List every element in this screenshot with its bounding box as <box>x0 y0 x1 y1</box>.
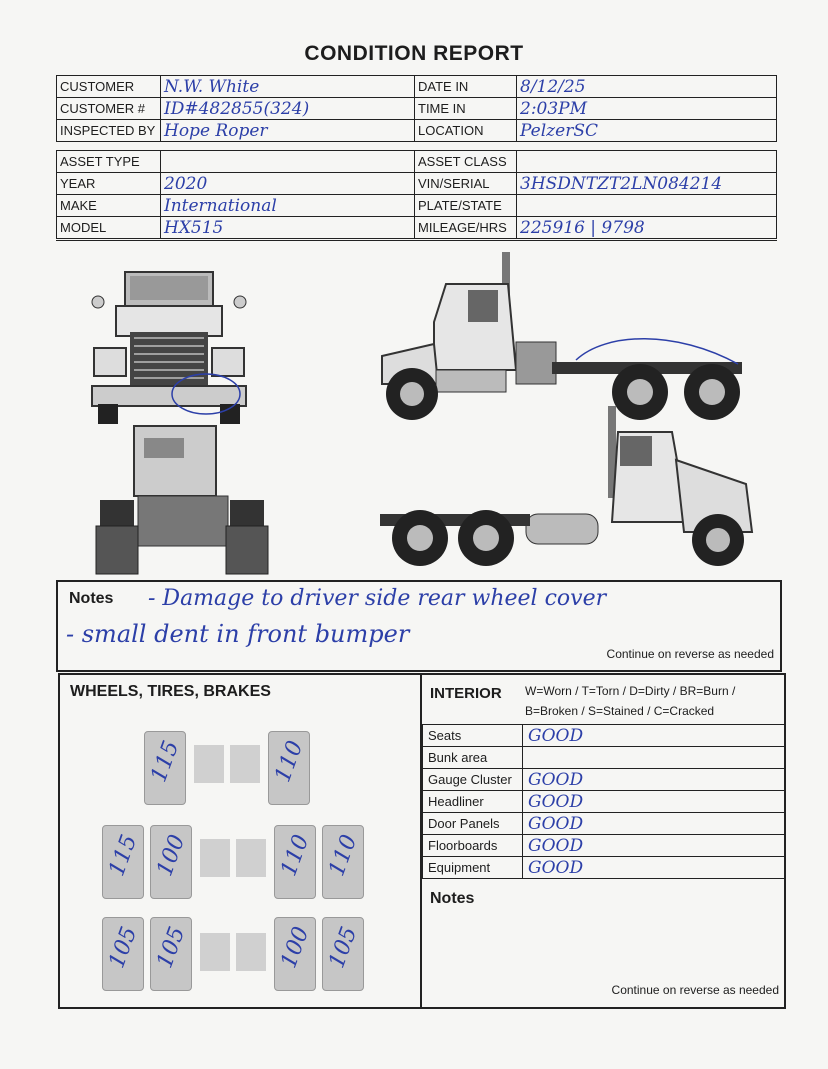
year-value[interactable]: 2020 <box>161 173 415 195</box>
notes-line-2[interactable]: - small dent in front bumper <box>66 620 410 648</box>
floorboards-value[interactable]: GOOD <box>523 835 785 857</box>
customer-number-label: CUSTOMER # <box>57 98 161 120</box>
model-row <box>57 217 777 240</box>
asset-type-row <box>57 151 777 173</box>
time-in-label: TIME IN <box>415 98 517 120</box>
date-in-label: DATE IN <box>415 76 517 98</box>
axle-hub <box>194 745 224 783</box>
wheel-drive1-right-inner[interactable] <box>274 825 316 899</box>
wheel-drive2-left-inner-value: 105 <box>152 923 191 972</box>
vin-label: VIN/SERIAL <box>415 173 517 195</box>
time-in-value[interactable]: 2:03PM <box>517 98 777 120</box>
notes-line-1[interactable]: - Damage to driver side rear wheel cover <box>148 586 607 611</box>
interior-row <box>423 725 785 747</box>
inspected-by-row <box>57 120 777 142</box>
notes-box <box>56 580 782 672</box>
headliner-value[interactable]: GOOD <box>523 791 785 813</box>
axle-hub <box>236 839 266 877</box>
customer-info-table <box>56 75 777 142</box>
wheels-tires-brakes-section <box>58 673 422 1009</box>
wheel-front-left[interactable] <box>144 731 186 805</box>
interior-row <box>423 791 785 813</box>
asset-type-label: ASSET TYPE <box>57 151 161 173</box>
asset-class-value[interactable] <box>517 151 777 173</box>
bunk-area-label: Bunk area <box>423 747 523 769</box>
wheel-drive1-right-outer[interactable] <box>322 825 364 899</box>
interior-row <box>423 835 785 857</box>
make-value[interactable]: International <box>161 195 415 217</box>
door-panels-label: Door Panels <box>423 813 523 835</box>
axle-hub <box>230 745 260 783</box>
date-in-value[interactable]: 8/12/25 <box>517 76 777 98</box>
interior-continue-text: Continue on reverse as needed <box>611 983 779 997</box>
model-label: MODEL <box>57 217 161 240</box>
truck-right-side-view-icon <box>380 402 756 572</box>
interior-row <box>423 857 785 879</box>
seats-label: Seats <box>423 725 523 747</box>
interior-title: INTERIOR <box>430 685 502 702</box>
truck-rear-view-icon <box>94 420 270 580</box>
axle-hub <box>200 933 230 971</box>
location-label: LOCATION <box>415 120 517 142</box>
equipment-label: Equipment <box>423 857 523 879</box>
customer-number-value[interactable]: ID#482855(324) <box>161 98 415 120</box>
wheel-drive2-right-inner[interactable] <box>274 917 316 991</box>
plate-state-value[interactable] <box>517 195 777 217</box>
wheel-front-left-value: 115 <box>146 737 185 786</box>
gauge-cluster-value[interactable]: GOOD <box>523 769 785 791</box>
wheel-drive2-left-inner[interactable] <box>150 917 192 991</box>
wheel-drive1-left-outer-value: 115 <box>104 831 143 880</box>
door-panels-value[interactable]: GOOD <box>523 813 785 835</box>
customer-row <box>57 76 777 98</box>
interior-row <box>423 747 785 769</box>
make-label: MAKE <box>57 195 161 217</box>
wheel-drive1-left-outer[interactable] <box>102 825 144 899</box>
interior-legend-line-1: W=Worn / T=Torn / D=Dirty / BR=Burn / <box>525 684 736 698</box>
seats-value[interactable]: GOOD <box>523 725 785 747</box>
headliner-label: Headliner <box>423 791 523 813</box>
wheel-drive2-left-outer-value: 105 <box>104 923 143 972</box>
floorboards-label: Floorboards <box>423 835 523 857</box>
make-row <box>57 195 777 217</box>
interior-section <box>420 673 786 1009</box>
year-label: YEAR <box>57 173 161 195</box>
wheel-drive1-right-inner-value: 110 <box>276 831 315 880</box>
interior-checklist-table <box>422 724 785 879</box>
interior-row <box>423 769 785 791</box>
wheel-drive1-left-inner-value: 100 <box>152 831 191 880</box>
axle-hub <box>236 933 266 971</box>
notes-label: Notes <box>69 590 114 607</box>
bunk-area-value[interactable] <box>523 747 785 769</box>
notes-continue-text: Continue on reverse as needed <box>606 647 774 661</box>
wheels-title: WHEELS, TIRES, BRAKES <box>70 683 271 700</box>
wheel-drive2-left-outer[interactable] <box>102 917 144 991</box>
wheel-drive2-right-outer[interactable] <box>322 917 364 991</box>
axle-hub <box>200 839 230 877</box>
asset-type-value[interactable] <box>161 151 415 173</box>
customer-number-row <box>57 98 777 120</box>
wheel-drive1-right-outer-value: 110 <box>324 831 363 880</box>
wheel-drive2-right-inner-value: 100 <box>276 923 315 972</box>
year-row <box>57 173 777 195</box>
plate-state-label: PLATE/STATE <box>415 195 517 217</box>
wheel-front-right[interactable] <box>268 731 310 805</box>
customer-value[interactable]: N.W. White <box>161 76 415 98</box>
gauge-cluster-label: Gauge Cluster <box>423 769 523 791</box>
inspected-by-value[interactable]: Hope Roper <box>161 120 415 142</box>
interior-notes-label: Notes <box>430 890 475 907</box>
wheel-front-right-value: 110 <box>270 737 309 786</box>
model-value[interactable]: HX515 <box>161 217 415 240</box>
interior-row <box>423 813 785 835</box>
inspected-by-label: INSPECTED BY <box>57 120 161 142</box>
truck-front-view-icon <box>88 262 250 426</box>
asset-class-label: ASSET CLASS <box>415 151 517 173</box>
location-value[interactable]: PelzerSC <box>517 120 777 142</box>
mileage-label: MILEAGE/HRS <box>415 217 517 240</box>
truck-left-side-view-icon <box>376 252 748 424</box>
equipment-value[interactable]: GOOD <box>523 857 785 879</box>
wheel-drive2-right-outer-value: 105 <box>324 923 363 972</box>
asset-info-table <box>56 150 777 241</box>
page-title: CONDITION REPORT <box>304 42 524 65</box>
vin-value[interactable]: 3HSDNTZT2LN084214 <box>517 173 777 195</box>
interior-legend-line-2: B=Broken / S=Stained / C=Cracked <box>525 704 715 718</box>
customer-label: CUSTOMER <box>57 76 161 98</box>
mileage-value[interactable]: 225916 | 9798 <box>517 217 777 240</box>
wheel-drive1-left-inner[interactable] <box>150 825 192 899</box>
